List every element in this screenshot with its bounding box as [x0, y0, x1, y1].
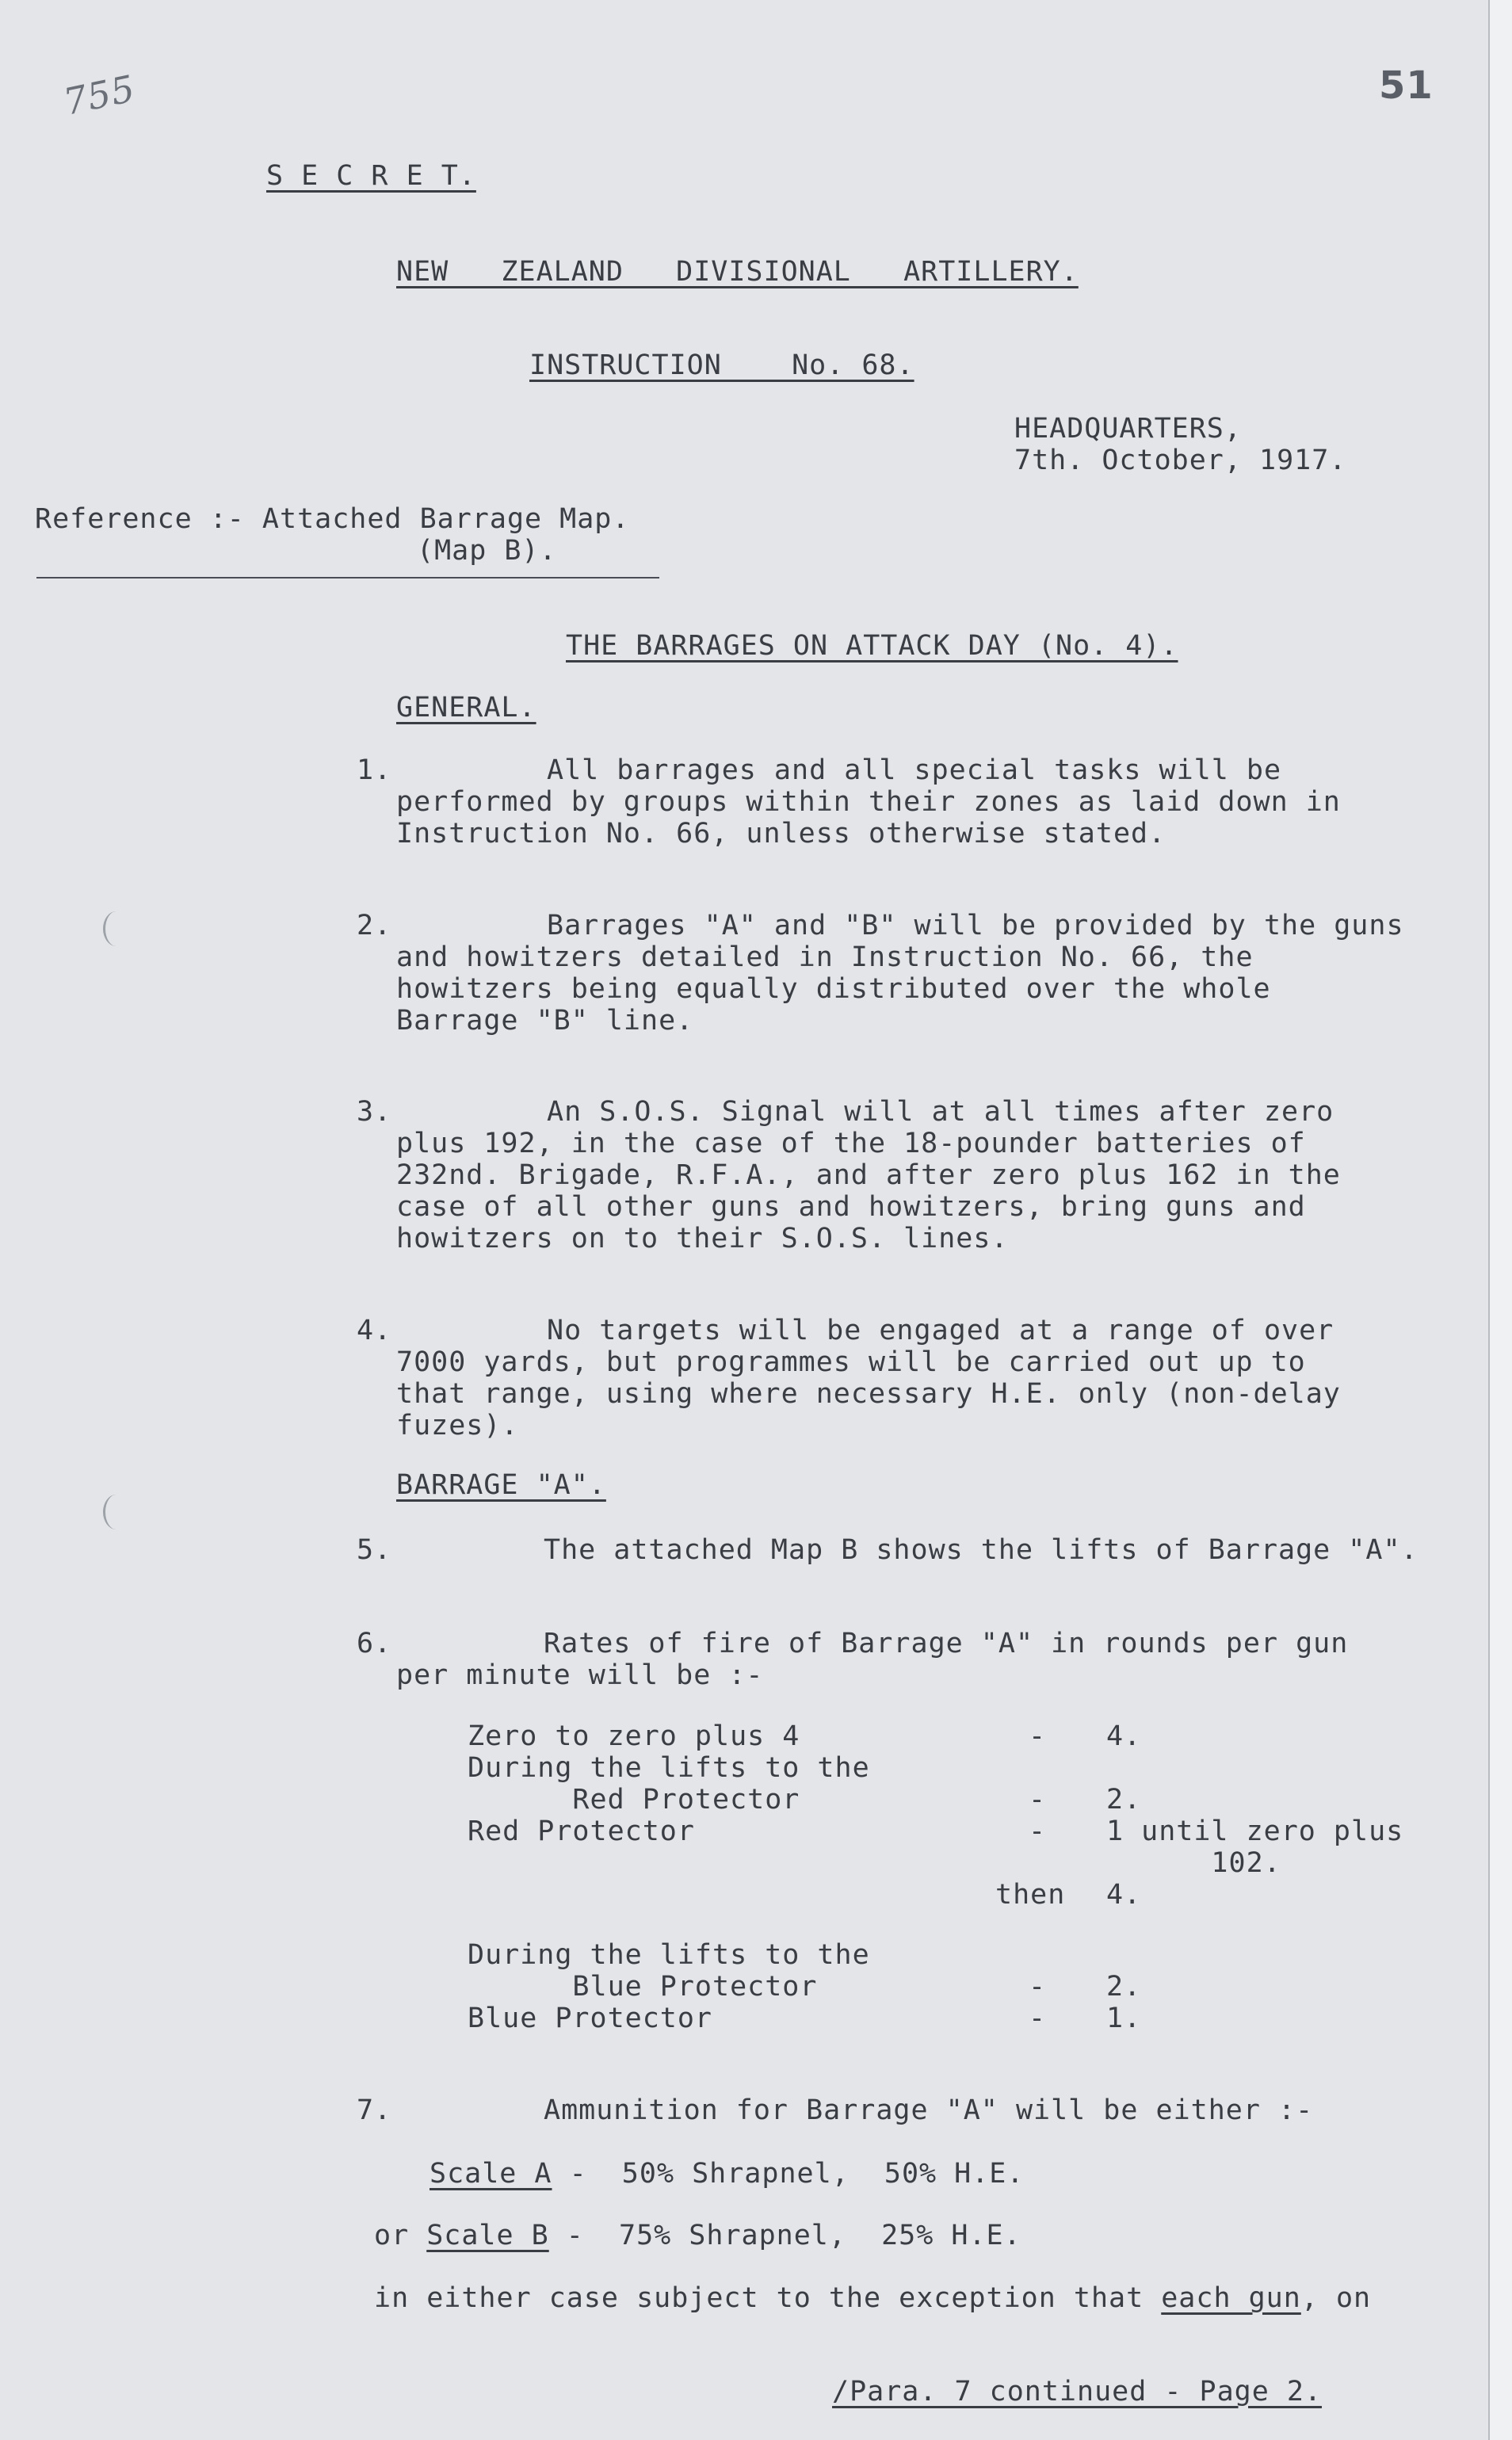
paragraph-3-number: 3.: [357, 1096, 392, 1128]
rate-value: 2.: [1106, 1784, 1142, 1816]
paragraph-1-line: performed by groups within their zones as laid down in: [396, 786, 1341, 818]
rate-label: During the lifts to the: [468, 1752, 870, 1784]
paragraph-3-line: case of all other guns and howitzers, bring guns and: [396, 1191, 1306, 1223]
organization-heading: NEW ZEALAND DIVISIONAL ARTILLERY.: [396, 256, 1079, 288]
rate-dash: -: [1029, 1784, 1047, 1816]
section-general: GENERAL.: [396, 692, 536, 724]
rate-value: 1 until zero plus: [1106, 1816, 1404, 1847]
reference-map: (Map B).: [417, 535, 557, 567]
rate-value: 1.: [1106, 2003, 1142, 2034]
rate-label: Blue Protector: [468, 2003, 713, 2034]
paragraph-5-number: 5.: [357, 1534, 392, 1566]
paragraph-3-line: howitzers on to their S.O.S. lines.: [396, 1223, 1009, 1254]
exception-line: in either case subject to the exception that each gun, on: [374, 2282, 1372, 2314]
reference-rule: [36, 577, 659, 578]
paragraph-6-number: 6.: [357, 1628, 392, 1659]
paragraph-4-line: that range, using where necessary H.E. only (non-delay: [396, 1378, 1341, 1410]
underlying-page-edge: [1488, 0, 1512, 2440]
paragraph-2-line: howitzers being equally distributed over the whole: [396, 973, 1271, 1005]
paragraph-2-line: and howitzers detailed in Instruction No. 66, the: [396, 941, 1254, 973]
classification-heading: S E C R E T.: [266, 160, 476, 192]
paragraph-2-number: 2.: [357, 910, 392, 941]
rate-label: Red Protector: [468, 1784, 800, 1816]
rate-value: 2.: [1106, 1971, 1142, 2003]
scale-b-label: Scale B: [426, 2220, 549, 2251]
scale-a-label: Scale A: [430, 2158, 552, 2190]
punch-hole: [103, 1495, 129, 1529]
paragraph-6-line: per minute will be :-: [396, 1659, 764, 1691]
paragraph-7-number: 7.: [357, 2094, 392, 2126]
rate-label: Blue Protector: [468, 1971, 818, 2003]
paragraph-4-line: fuzes).: [396, 1410, 519, 1441]
handwritten-annotation: 755: [59, 67, 139, 124]
page-number: 51: [1379, 63, 1434, 108]
paragraph-4-line: 7000 yards, but programmes will be carried out up to: [396, 1346, 1306, 1378]
rate-value: 4.: [1106, 1720, 1142, 1752]
paragraph-3-line: plus 192, in the case of the 18-pounder batteries of: [396, 1128, 1306, 1159]
paragraph-1-line: Instruction No. 66, unless otherwise stated.: [396, 818, 1166, 850]
main-title: THE BARRAGES ON ATTACK DAY (No. 4).: [566, 630, 1178, 662]
rate-label: During the lifts to the: [468, 1939, 870, 1971]
paragraph-4-number: 4.: [357, 1315, 392, 1346]
paragraph-3-line: An S.O.S. Signal will at all times after zero: [547, 1096, 1334, 1128]
paragraph-3-line: 232nd. Brigade, R.F.A., and after zero plus 162 in the: [396, 1159, 1341, 1191]
rate-dash: -: [1029, 1816, 1047, 1847]
rate-label: Red Protector: [468, 1816, 695, 1847]
rate-dash: -: [1029, 1720, 1047, 1752]
scale-b-line: or Scale B - 75% Shrapnel, 25% H.E.: [374, 2220, 1021, 2251]
paragraph-7-line: Ammunition for Barrage "A" will be either :-: [544, 2094, 1314, 2126]
date-line: 7th. October, 1917.: [1014, 445, 1347, 476]
rate-dash: -: [1029, 1971, 1047, 2003]
rate-dash: then: [995, 1879, 1066, 1911]
rate-value: 4.: [1106, 1879, 1142, 1911]
continued-note: /Para. 7 continued - Page 2.: [832, 2376, 1323, 2408]
paragraph-1-line: All barrages and all special tasks will be: [547, 754, 1282, 786]
paragraph-1-number: 1.: [357, 754, 392, 786]
rate-dash: -: [1029, 2003, 1047, 2034]
paragraph-2-line: Barrages "A" and "B" will be provided by the guns: [547, 910, 1404, 941]
scale-a-line: Scale A - 50% Shrapnel, 50% H.E.: [430, 2158, 1025, 2190]
paragraph-4-line: No targets will be engaged at a range of over: [547, 1315, 1334, 1346]
rate-label: Zero to zero plus 4: [468, 1720, 800, 1752]
reference-line: Reference :- Attached Barrage Map.: [35, 503, 630, 535]
paragraph-2-line: Barrage "B" line.: [396, 1005, 694, 1037]
rate-value: 102.: [1106, 1847, 1281, 1879]
headquarters-line: HEADQUARTERS,: [1014, 413, 1242, 445]
punch-hole: [103, 911, 129, 946]
section-barrage-a: BARRAGE "A".: [396, 1469, 606, 1501]
paragraph-5-line: The attached Map B shows the lifts of Barrage "A".: [544, 1534, 1418, 1566]
instruction-heading: INSTRUCTION No. 68.: [529, 349, 914, 381]
paragraph-6-line: Rates of fire of Barrage "A" in rounds per gun: [544, 1628, 1349, 1659]
